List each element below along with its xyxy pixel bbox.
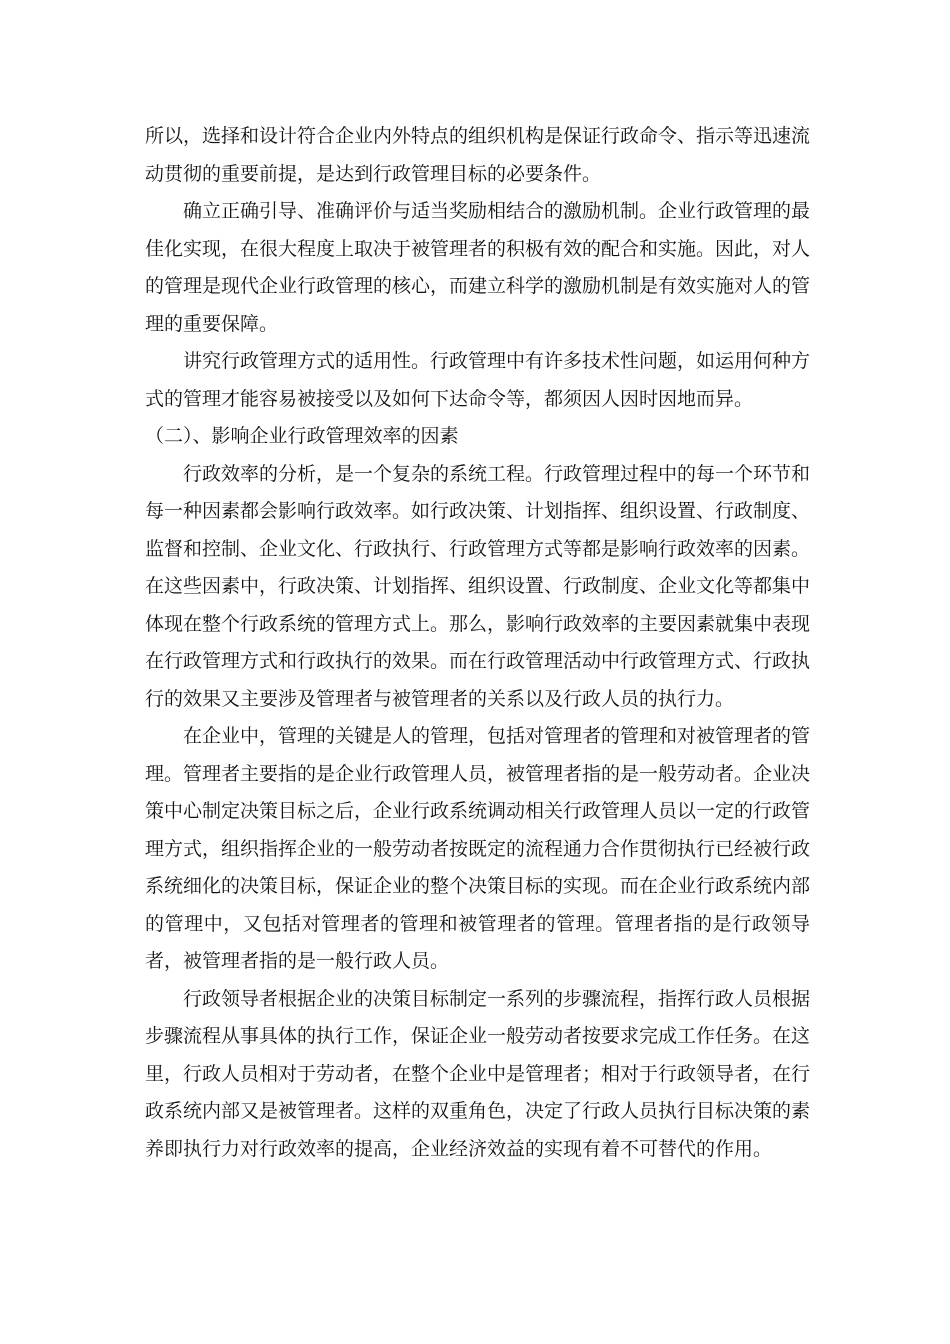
paragraph-incentive-mechanism: 确立正确引导、准确评价与适当奖励相结合的激励机制。企业行政管理的最佳化实现，在很大程度上取决于被管理者的积极有效的配合和实施。因此，对人的管理是现代企业行政管理的核心，而建立科学的激励机制是有效实施对人的管理的重要保障。	[145, 200, 811, 335]
paragraph-management-method: 讲究行政管理方式的适用性。行政管理中有许多技术性问题，如运用何种方式的管理才能容易被接受以及如何下达命令等，都须因人因时因地而异。	[145, 350, 811, 410]
paragraph-efficiency-analysis: 行政效率的分析，是一个复杂的系统工程。行政管理过程中的每一个环节和每一种因素都会影响行政效率。如行政决策、计划指挥、组织设置、行政制度、监督和控制、企业文化、行政执行、行政管理方式等都是影响行政效率的因素。在这些因素中，行政决策、计划指挥、组织设置、行政制度、企业文化等都集中体现在整个行政系统的管理方式上。那么，影响行政效率的主要因素就集中表现在行政管理方式和行政执行的效果。而在行政管理活动中行政管理方式、行政执行的效果又主要涉及管理者与被管理者的关系以及行政人员的执行力。	[145, 462, 811, 710]
paragraph-continuation: 所以，选择和设计符合企业内外特点的组织机构是保证行政命令、指示等迅速流动贯彻的重要前提，是达到行政管理目标的必要条件。	[145, 125, 811, 185]
section-heading: （二）、影响企业行政管理效率的因素	[145, 425, 459, 447]
paragraph-people-management: 在企业中，管理的关键是人的管理，包括对管理者的管理和对被管理者的管理。管理者主要指的是企业行政管理人员，被管理者指的是一般劳动者。企业决策中心制定决策目标之后，企业行政系统调动相关行政管理人员以一定的行政管理方式，组织指挥企业的一般劳动者按既定的流程通力合作贯彻执行已经被行政系统细化的决策目标，保证企业的整个决策目标的实现。而在企业行政系统内部的管理中，又包括对管理者的管理和被管理者的管理。管理者指的是行政领导者，被管理者指的是一般行政人员。	[145, 725, 811, 972]
document-body	[145, 118, 810, 1168]
paragraph-leader-role: 行政领导者根据企业的决策目标制定一系列的步骤流程，指挥行政人员根据步骤流程从事具体的执行工作，保证企业一般劳动者按要求完成工作任务。在这里，行政人员相对于劳动者，在整个企业中是管理者；相对于行政领导者，在行政系统内部又是被管理者。这样的双重角色，决定了行政人员执行目标决策的素养即执行力对行政效率的提高，企业经济效益的实现有着不可替代的作用。	[145, 987, 811, 1160]
